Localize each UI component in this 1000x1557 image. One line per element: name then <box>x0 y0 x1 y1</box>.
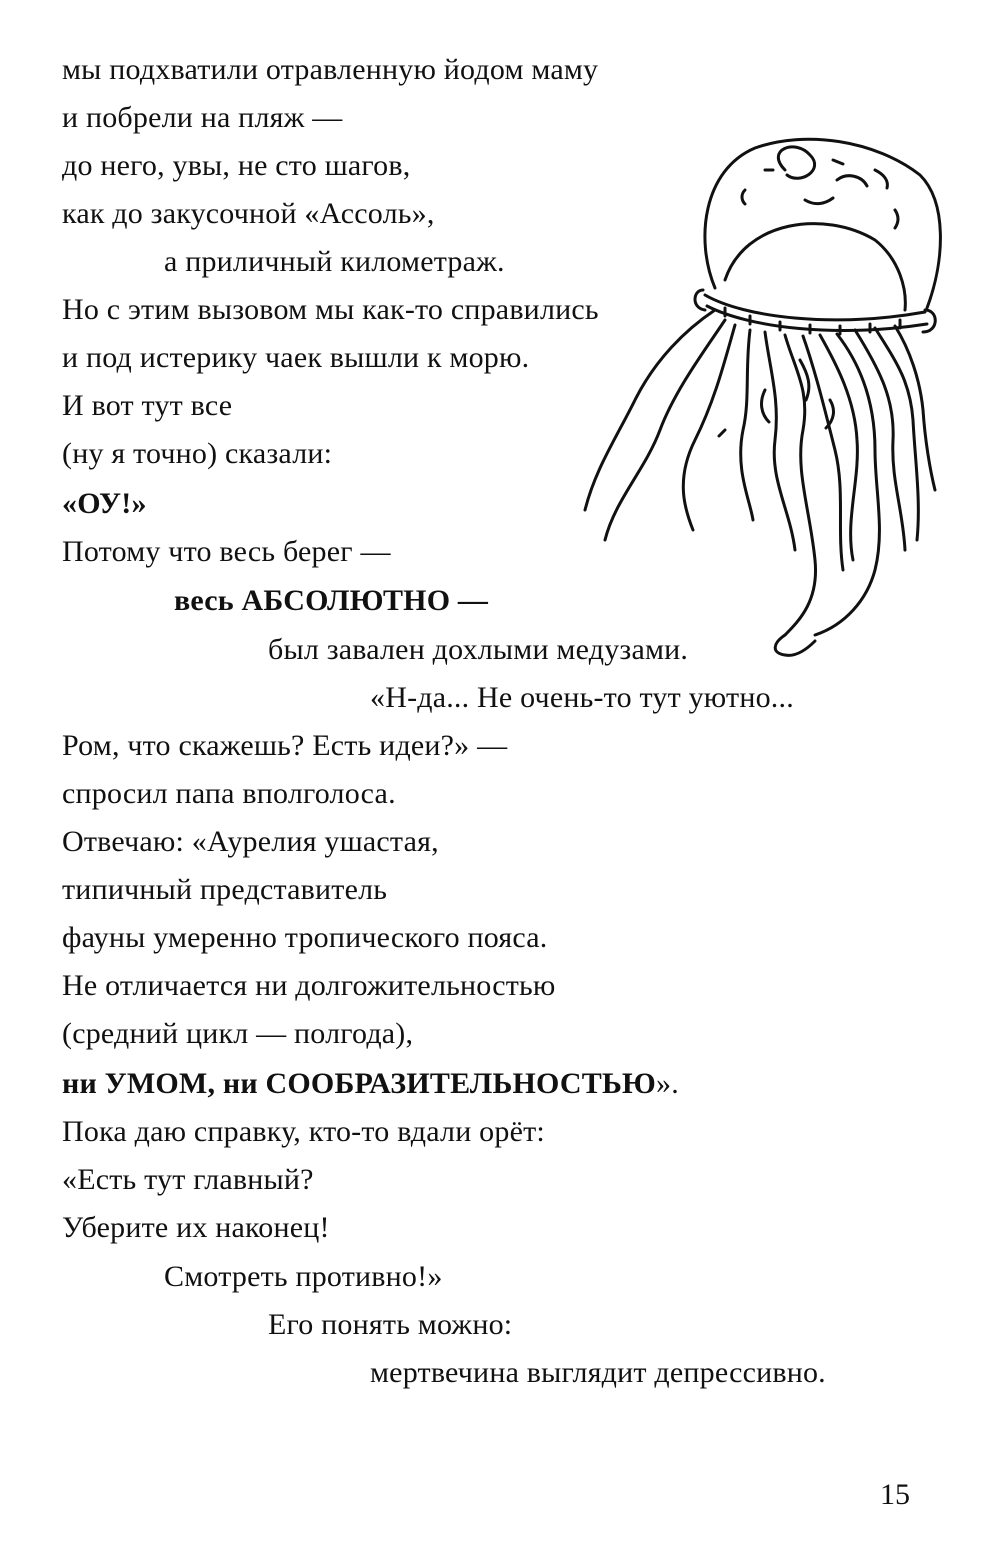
text-line <box>62 196 435 232</box>
text-line <box>174 583 488 619</box>
text-span: типичный представитель <box>62 873 388 906</box>
text-line <box>62 1210 330 1246</box>
text-span: «Есть тут главный? <box>62 1163 314 1196</box>
text-line <box>370 680 794 716</box>
text-span: как до закусочной «Ассоль», <box>62 197 435 230</box>
text-span: Ром, что скажешь? Есть идеи?» — <box>62 729 508 762</box>
text-span: фауны умеренно тропического пояса. <box>62 921 548 954</box>
text-span: Смотреть противно!» <box>164 1260 443 1293</box>
jellyfish-illustration <box>575 130 945 670</box>
text-span: И вот тут все <box>62 389 233 422</box>
text-line <box>62 436 332 472</box>
text-span: (средний цикл — полгода), <box>62 1017 414 1050</box>
text-line <box>62 776 396 812</box>
text-span: до него, увы, не сто шагов, <box>62 149 411 182</box>
text-span: и побрели на пляж — <box>62 101 343 134</box>
text-span: ». <box>656 1067 679 1100</box>
text-span: Потому что весь берег — <box>62 535 391 568</box>
text-span: и под истерику чаек вышли к морю. <box>62 341 530 374</box>
text-span: Его понять можно: <box>268 1308 513 1341</box>
text-line <box>62 1114 545 1150</box>
text-line <box>62 52 598 88</box>
text-line <box>62 872 387 908</box>
text-span: Пока даю справку, кто-то вдали орёт: <box>62 1115 545 1148</box>
text-line <box>62 292 599 328</box>
text-span: был завален дохлыми медузами. <box>268 633 689 666</box>
text-line <box>62 824 439 860</box>
text-line <box>62 534 391 570</box>
bold-text: «ОУ!» <box>62 487 147 520</box>
text-line <box>268 1307 512 1343</box>
text-span: мертвечина выглядит депрессивно. <box>370 1356 826 1389</box>
text-span: мы подхватили отравленную йодом маму <box>62 53 599 86</box>
page-number: 15 <box>880 1478 910 1511</box>
text-line <box>62 388 232 424</box>
text-span: Отвечаю: «Аурелия ушастая, <box>62 825 439 858</box>
text-line <box>62 340 529 376</box>
text-line <box>62 148 410 184</box>
text-span: спросил папа вполголоса. <box>62 777 396 810</box>
text-span: (ну я точно) сказали: <box>62 437 333 470</box>
text-span: Но с этим вызовом мы как-то справились <box>62 293 599 326</box>
text-line <box>62 1066 679 1102</box>
text-line <box>62 920 548 956</box>
text-line <box>164 1259 443 1295</box>
text-span: «Н-да... Не очень-то тут уютно... <box>370 681 794 714</box>
text-line <box>62 968 556 1004</box>
text-line <box>370 1355 826 1391</box>
bold-text: весь АБСОЛЮТНО — <box>174 584 489 617</box>
text-line <box>62 1162 314 1198</box>
text-span: Уберите их наконец! <box>62 1211 330 1244</box>
text-line <box>62 100 342 136</box>
text-line <box>268 632 688 668</box>
bold-text: ни УМОМ, ни СООБРАЗИТЕЛЬНОСТЬЮ <box>62 1067 657 1100</box>
text-line <box>62 728 507 764</box>
text-line <box>164 244 505 280</box>
text-span: а приличный километраж. <box>164 245 505 278</box>
text-span: Не отличается ни долгожительностью <box>62 969 556 1002</box>
text-line <box>62 1016 413 1052</box>
text-line <box>62 486 147 522</box>
